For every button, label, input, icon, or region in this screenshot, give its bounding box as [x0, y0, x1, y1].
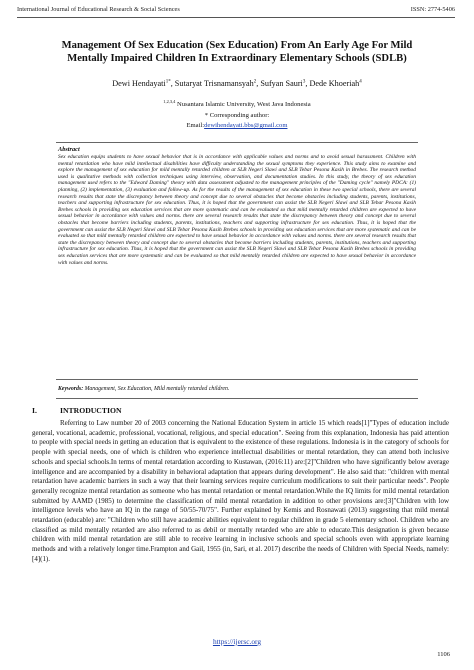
title-line-2: Mentally Impaired Children In Extraordinary Elementary Schools (SDLB) — [67, 53, 407, 64]
email-line — [20, 121, 454, 132]
affiliation-sup: 1,2,3,4 — [163, 99, 176, 104]
keywords-text: Management, Sex Education, Mild mentally retarded children. — [83, 386, 230, 392]
affiliation-line — [20, 97, 454, 111]
corresponding-author: * Corresponding author: — [204, 111, 270, 119]
author-2-sup: 2 — [253, 79, 257, 85]
journal-name: International Journal of Educational Research & Social Sciences — [17, 6, 180, 13]
author-1: Dewi Hendayati — [112, 79, 166, 88]
email-link[interactable]: dewihendayati.bbs@gmail.com — [204, 122, 288, 130]
paper-title — [30, 39, 444, 65]
section-heading — [32, 406, 449, 415]
running-header — [17, 6, 455, 13]
author-4-sup: 4 — [359, 79, 362, 85]
header-divider — [17, 17, 455, 18]
author-4: Dede Khoeriah — [309, 79, 360, 88]
affiliation-block — [20, 97, 454, 132]
keywords-label: Keywords: — [58, 386, 84, 392]
abstract-heading: Abstract — [58, 146, 80, 153]
issn: ISSN: 2774-5406 — [410, 6, 455, 13]
title-line-1: Management Of Sex Education (Sex Education) From An Early Age For Mild — [61, 40, 413, 51]
page-number: 1106 — [437, 651, 450, 658]
keywords-divider — [56, 398, 418, 399]
institution: Nusantara Islamic University, West Java Indonesia — [175, 101, 311, 109]
section-number: I. — [32, 406, 37, 415]
email-label: Email: — [186, 122, 205, 130]
keywords-line — [58, 386, 418, 392]
footer-url-link[interactable]: https://ijersc.org — [212, 637, 262, 646]
abstract-text: Sex education equips students to have sexual behavior that is in accordance with applicable values and norms and to avoid sexual harassment. Children with mental retardation who have mild intellectual disabilities have difficulty understanding the sexual symptoms they experience. This study aims to examine and explore the management of sex education for mild mentally retarded children at SLB Negeri Slawi and SLB Tebar Pesona Kasih in Brebes. The research method used is qualitative methods with collection techniques using interview, observation, and documentation studies. In this study, the theory of sex education management used refers to the "Edward Daming" theory with data assessment adjusted to the management principles of the "Daming cycle" namely PDCA: (1) planning, (2) implementation, (3) evaluation and follow-up. As for the results of the management of sex education in these two special schools, there are several research results that state the discrepancy between theory and concept due to several obstacles that become obstacles including students, parents, institutions, teachers and supporting infrastructure for sex education. Thus, it is hoped that the government can assist the SLB Negeri Slawi and SLB Tebar Pesona Kasih Brebes schools in providing sex education services that are more systematic and can be evaluated so that mild mentally retarded children are expected to have sexual behavior in accordance with values and norms. there are several research results that state the discrepancy between theory and concept due to several obstacles that become barriers including students, parents, institutions, teachers and supporting infrastructure for sex education. Thus, it is hoped that the government can assist the SLB Negeri Slawi and SLB Tebar Pesona Kasih Brebes schools in providing sex education services that are more systematic and can be evaluated so that mild mentally retarded children are expected to have sexual behavior in accordance with values and norms. there are several research results that state the discrepancy between theory and concept due to several obstacles that become barriers including students, parents, institutions, teachers and supporting infrastructure for sex education. Thus, it is hoped that the government can assist the SLB Negeri Slawi and SLB Tebar Pesona Kasih Brebes schools in providing sex education services that are more systematic and can be evaluated so that mild mentally retarded children are expected to have sexual behavior in accordance with values and norms. — [58, 154, 416, 266]
author-1-sup: 1* — [165, 79, 171, 85]
body-paragraph — [32, 419, 449, 565]
abstract-box — [56, 142, 418, 380]
author-2: Sutaryat Trisnamansyah — [174, 79, 254, 88]
author-3: Sufyan Sauri — [260, 79, 303, 88]
author-list: Dewi Hendayati$^{1*}$, Sutaryat Trisnamansyah$^2$, Sufyan Sauri$^3$, Dede Khoeriah$^4$ — [112, 79, 362, 88]
author-3-sup: 3 — [302, 79, 306, 85]
body-text: Referring to Law number 20 of 2003 concerning the National Education System in article 15 which reads[1]"Types of education include general, vocational, academic, professional, vocational, religious, and special education". Seeing from this explanation, Indonesia has paid attention to people with special needs in getting an education that is equivalent to the existence of these regulations. Indonesia is in the category of schools for people with special needs, one of which is children who experience intellectual disabilities or mental retardation, they can attend both inclusive schools and special schools.In terms of mental retardation according to Kustawan, (2016:11) are:[2]"Children who have significantly below average intelligence and are accompanied by a disability in behavioral adaptation that appears during development". He also said that: "children with mental retardation have academic barriers in such a way that their learning services require curriculum modifications to suit their particular needs". People generally recognize mental retardation as someone who has mental retardation or mental retardation.While the IQ limits for mild mental retardation submitted by AAMD (1985) to determine the classification of mild mental retardation in addition to other provisions are:[3]"Children with low intelligence levels who have an IQ in the range of 50/55-70/75". Further explained by Kemis and Rosnawati (2013) suggesting that mild mental retardation (educable) are: "Children who still have academic abilities equivalent to regular children in grade 5 elementary school. Children who are classified as mild mentally retarded are also referred to as debil or mentally retarded who are able to educate.This designation is given because children with mild mental retardation are still able to receive learning in inclusive schools and special schools even with appropriate learning methods and with a relatively longer time.Frampton and Gail, 1955 (in, Sari, et al. 2017) describe the needs of Children with Special Needs, namely:[4](1). — [32, 419, 449, 563]
section-title: INTRODUCTION — [60, 406, 122, 415]
